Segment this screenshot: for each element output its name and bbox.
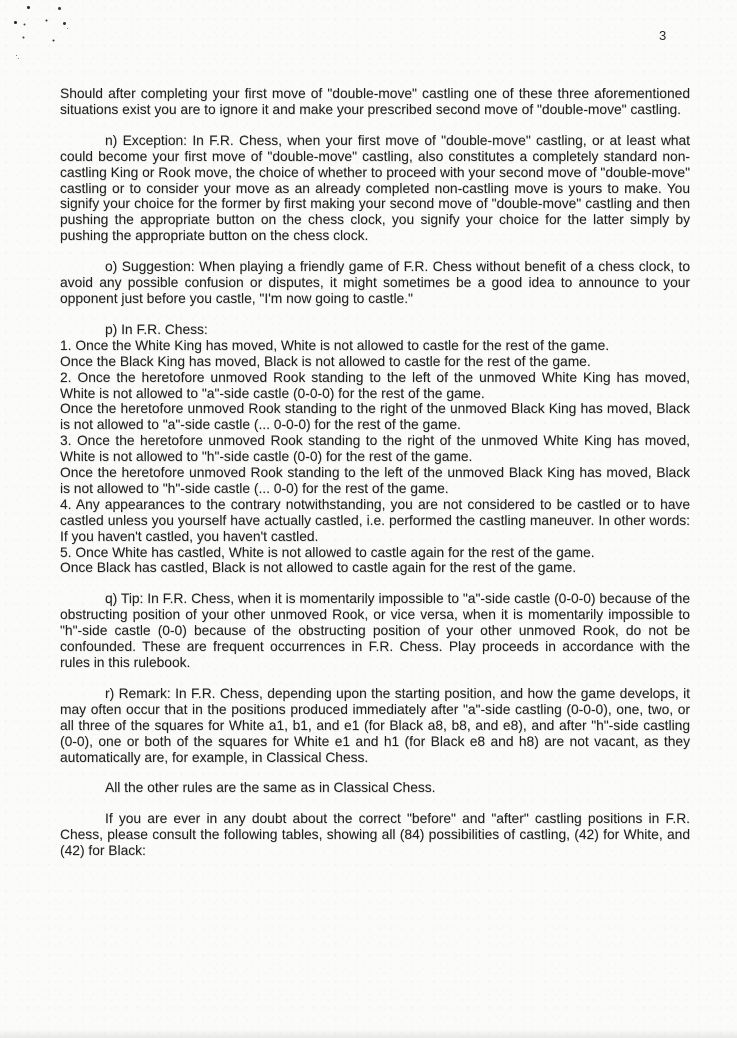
- paragraph-intro: Should after completing your first move of "double-move" castling one of these three aforementioned situations exist you are to ignore it and make your prescribed second move of "double-move" castling.: [60, 86, 690, 117]
- paragraph-r-remark: r) Remark: In F.R. Chess, depending upon the starting position, and how the game develops, it may often occur that in the positions produced immediately after "a"-side castling (0-0-0), one, two, or all three of the squares for White a1, b1, and e1 (for Black a8, b8, and e8), and after "h"-side castling (0-0), one or both of the squares for White e1 and h1 (for Black e8 and h8) are not vacant, as they automatically are, for example, in Classical Chess.: [60, 685, 690, 765]
- paragraph-tables-note: If you are ever in any doubt about the correct "before" and "after" castling positions in F.R. Chess, please consult the following tables, showing all (84) possibilities of castling, (42) for White, and (42) for Black:: [60, 811, 690, 859]
- paragraph-p-heading: p) In F.R. Chess:: [105, 321, 208, 337]
- scan-speckles: [0, 0, 3, 3]
- rule-item-3-black: Once the heretofore unmoved Rook standing to the left of the unmoved Black King has moved, Black is not allowed to "h"-side castle (... 0-0) for the rest of the game.: [60, 465, 690, 496]
- page-number: 3: [659, 28, 667, 43]
- rule-item-2-white: 2. Once the heretofore unmoved Rook standing to the left of the unmoved White King has moved, White is not allowed to "a"-side castle (0-0-0) for the rest of the game.: [60, 369, 690, 401]
- paragraph-n-exception: n) Exception: In F.R. Chess, when your first move of "double-move" castling, or at least what could become your first move of "double-move" castling, also constitutes a completely standard non-castling King or Rook move, the choice of whether to proceed with your second move of "double-move" castling or to consider your move as an already completed non-castling move is yours to make. You signify your choice for the former by first making your second move of "double-move" castling and then pushing the appropriate button on the chess clock, you signify your choice for the latter simply by pushing the appropriate button on the chess clock.: [60, 132, 690, 244]
- document-body: [60, 86, 690, 874]
- scan-bottom-edge: [0, 1029, 737, 1038]
- rule-item-5-white: 5. Once White has castled, White is not allowed to castle again for the rest of the game.: [60, 544, 595, 560]
- rule-item-1-black: Once the Black King has moved, Black is not allowed to castle for the rest of the game.: [60, 353, 591, 369]
- paragraph-q-tip: q) Tip: In F.R. Chess, when it is momentarily impossible to "a"-side castle (0-0-0) because of the obstructing position of your other unmoved Rook, or vice versa, when it is momentarily impossible to "h"-side castle (0-0) because of the obstructing position of your other unmoved Rook, do not be confounded. These are frequent occurrences in F.R. Chess. Play proceeds in accordance with the rules in this rulebook.: [60, 591, 690, 670]
- rule-item-3-white: 3. Once the heretofore unmoved Rook standing to the right of the unmoved White King has moved, White is not allowed to "h"-side castle (0-0) for the rest of the game.: [60, 433, 690, 465]
- paragraph-o-suggestion: o) Suggestion: When playing a friendly game of F.R. Chess without benefit of a chess clock, to avoid any possible confusion or disputes, it might sometimes be a good idea to announce to your opponent just before you castle, "I'm now going to castle.": [60, 259, 690, 306]
- rule-item-5-black: Once Black has castled, Black is not allowed to castle again for the rest of the game.: [60, 560, 577, 576]
- paragraph-other-rules: All the other rules are the same as in Classical Chess.: [105, 780, 436, 796]
- rule-item-1-white: 1. Once the White King has moved, White is not allowed to castle for the rest of the game.: [60, 337, 610, 353]
- rule-item-2-black: Once the heretofore unmoved Rook standing to the right of the unmoved Black King has moved, Black is not allowed to "a"-side castle (... 0-0-0) for the rest of the game.: [60, 401, 690, 433]
- rule-item-4: 4. Any appearances to the contrary notwithstanding, you are not considered to be castled or to have castled unless you yourself have actually castled, i.e. performed the castling maneuver. In other words: If you haven't castled, you haven't castled.: [60, 496, 690, 544]
- section-p-rules: [60, 322, 690, 577]
